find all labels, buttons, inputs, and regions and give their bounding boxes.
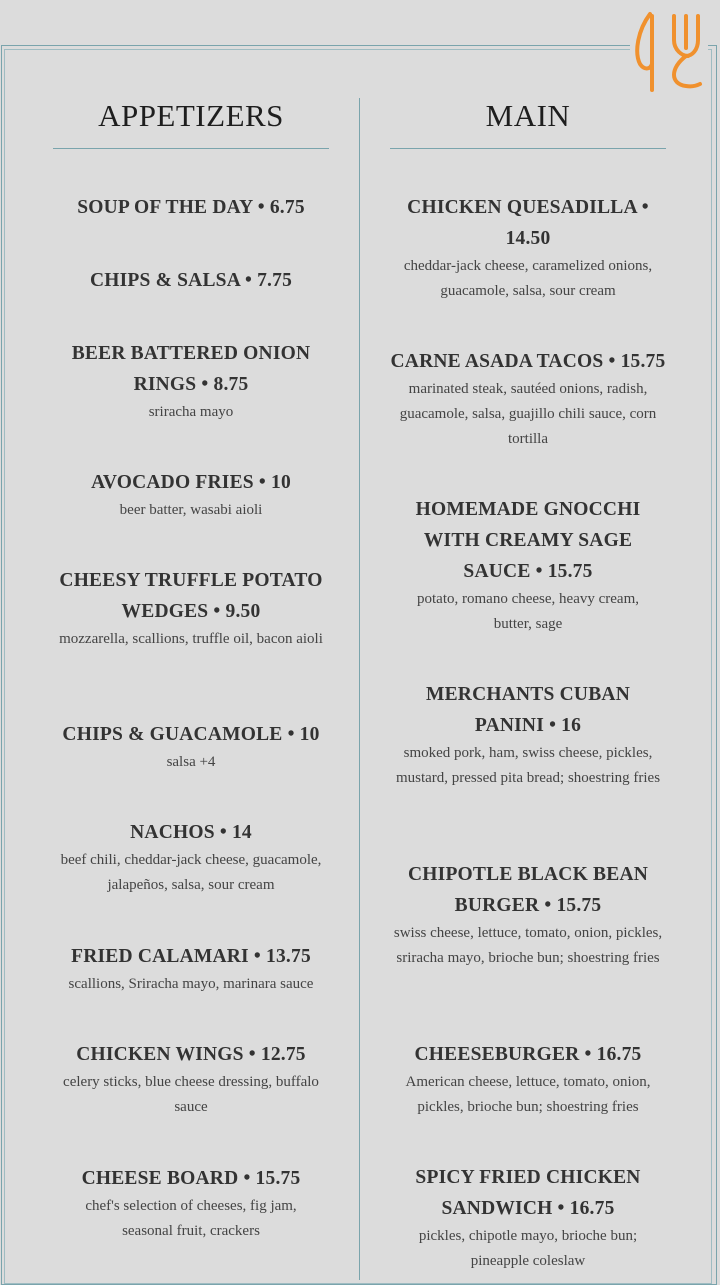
menu-item [53,941,329,997]
menu-item-name: SOUP OF THE DAY • 6.75 [77,197,305,218]
menu-item [390,1162,666,1274]
main-column [390,92,666,1269]
menu-item-description: sriracha mayo [148,404,234,420]
menu-item [390,859,666,971]
appetizers-heading: APPETIZERS [98,98,284,133]
menu-item [53,565,329,652]
menu-item [53,265,329,296]
menu-item-description: beef chili, cheddar-jack cheese, guacamole, jalapeños, salsa, sour cream [60,852,322,893]
menu-item-name: MERCHANTS CUBAN PANINI • 16 [426,684,630,736]
menu-item-name: FRIED CALAMARI • 13.75 [71,946,311,967]
appetizers-column [53,92,329,1239]
menu-item [53,1039,329,1120]
menu-item-name: SPICY FRIED CHICKEN SANDWICH • 16.75 [415,1167,641,1219]
menu-item-name: NACHOS • 14 [130,822,252,843]
column-divider [359,98,360,1280]
menu-item [390,679,666,791]
menu-item-description: celery sticks, blue cheese dressing, buffalo sauce [63,1074,319,1115]
menu-item-description: potato, romano cheese, heavy cream, butter, sage [417,591,639,632]
fork-knife-logo-icon [630,8,708,96]
menu-item [53,719,329,775]
menu-item-name: CARNE ASADA TACOS • 15.75 [390,351,666,372]
appetizers-rule [53,148,329,149]
menu-item [390,192,666,304]
menu-item-description: swiss cheese, lettuce, tomato, onion, pickles, sriracha mayo, brioche bun; shoestring fries [393,925,663,966]
menu-item [390,494,666,637]
menu-item-name: AVOCADO FRIES • 10 [91,472,291,493]
main-rule [390,148,666,149]
menu-item [390,346,666,452]
menu-item-name: CHEESEBURGER • 16.75 [414,1044,642,1065]
menu-item-name: BEER BATTERED ONION RINGS • 8.75 [71,343,311,395]
menu-item-description: pickles, chipotle mayo, brioche bun; pineapple coleslaw [418,1228,638,1269]
menu-item-description: mozzarella, scallions, truffle oil, bacon aioli [59,631,323,647]
menu-item-description: marinated steak, sautéed onions, radish, guacamole, salsa, guajillo chili sauce, corn tortilla [399,381,657,447]
menu-item-description: beer batter, wasabi aioli [119,502,263,518]
menu-item [53,338,329,425]
menu-item-description: scallions, Sriracha mayo, marinara sauce [68,976,314,992]
menu-item-description: American cheese, lettuce, tomato, onion, pickles, brioche bun; shoestring fries [405,1074,651,1115]
menu-item [390,1039,666,1120]
menu-item-name: CHICKEN WINGS • 12.75 [76,1044,306,1065]
main-heading: MAIN [485,98,571,133]
menu-item [53,192,329,223]
menu-item-name: CHICKEN QUESADILLA • 14.50 [407,197,649,249]
menu-item-name: CHIPS & SALSA • 7.75 [89,270,293,291]
menu-item [53,817,329,898]
menu-item-description: chef's selection of cheeses, fig jam, seasonal fruit, crackers [85,1198,297,1239]
menu-item-name: CHIPOTLE BLACK BEAN BURGER • 15.75 [408,864,649,916]
menu-item-name: CHIPS & GUACAMOLE • 10 [62,724,320,745]
menu-item-name: CHEESE BOARD • 15.75 [81,1168,301,1189]
menu-item-description: salsa +4 [166,754,216,770]
menu-item [53,467,329,523]
menu-item [53,1163,329,1244]
menu-item-name: HOMEMADE GNOCCHI WITH CREAMY SAGE SAUCE • 15.75 [415,499,641,582]
menu-item-description: cheddar-jack cheese, caramelized onions, guacamole, salsa, sour cream [403,258,653,299]
menu-item-name: CHEESY TRUFFLE POTATO WEDGES • 9.50 [59,570,323,622]
menu-item-description: smoked pork, ham, swiss cheese, pickles, mustard, pressed pita bread; shoestring fries [395,745,661,786]
